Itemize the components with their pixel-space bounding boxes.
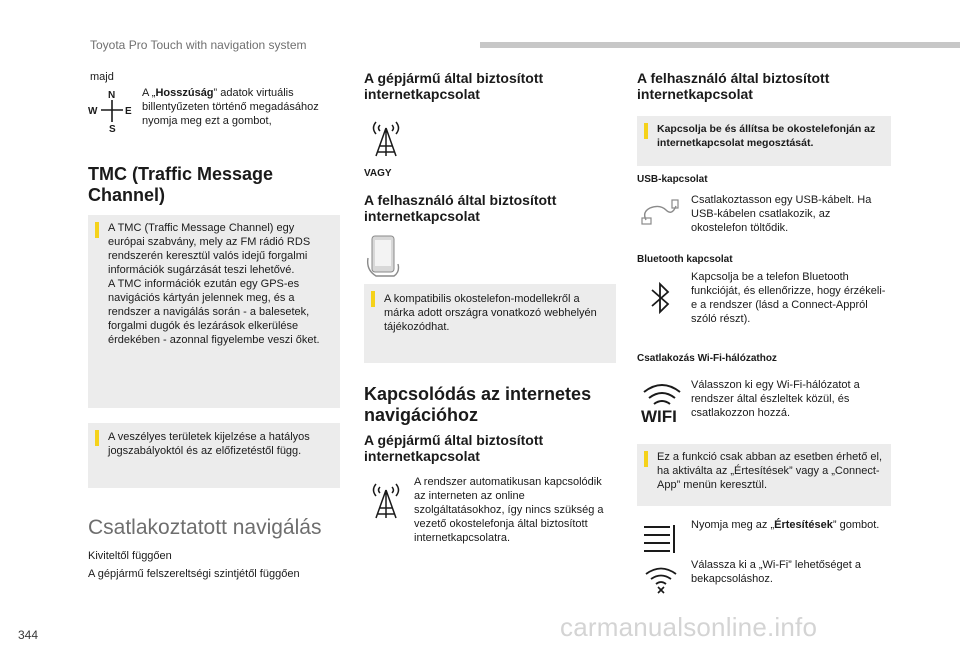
user-internet-heading: A felhasználó által biztosított internetkapcsolat	[364, 192, 557, 224]
share-note-text: Kapcsolja be és állítsa be okostelefonján az internetkapcsolat megosztását.	[657, 123, 876, 149]
page-number: 344	[18, 628, 39, 642]
bluetooth-label: Bluetooth kapcsolat	[637, 254, 733, 265]
compass-e: E	[125, 106, 132, 117]
compat-note	[364, 284, 616, 363]
usb-cable-icon	[640, 194, 680, 228]
vehicle-internet-heading: A gépjármű által biztosított internetkapcsolat	[364, 70, 544, 102]
note-marker	[371, 291, 375, 307]
antenna-icon-2	[366, 478, 406, 522]
majd-text: majd	[90, 71, 114, 83]
running-title: Toyota Pro Touch with navigation system	[90, 38, 307, 52]
wifi-logo-icon	[640, 380, 684, 424]
wifi-label: Csatlakozás Wi-Fi-hálózathoz	[637, 353, 777, 364]
header-bar	[480, 42, 960, 48]
smartphone-hand-icon	[364, 234, 406, 280]
user-internet-heading-right: A felhasználó által biztosított internetkapcsolat	[637, 70, 830, 102]
note-marker	[644, 123, 648, 139]
usb-label: USB-kapcsolat	[637, 174, 708, 185]
tmc-note	[88, 215, 340, 408]
function-note	[637, 444, 891, 506]
notifications-text: Nyomja meg az „Értesítések” gombot.	[691, 519, 880, 531]
wifi-off-icon	[644, 566, 678, 594]
usb-text: Csatlakoztasson egy USB-kábelt. Ha USB-kábelen csatlakozik, az okostelefon töltődik.	[691, 194, 872, 234]
compass-icon	[88, 88, 136, 136]
connected-navigation-heading: Csatlakoztatott navigálás	[88, 516, 322, 539]
danger-note-text: A veszélyes területek kijelzése a hatályos jogszabályoktól és az előfizetéstől függ.	[108, 431, 310, 457]
antenna-icon	[366, 116, 406, 160]
watermark: carmanualsonline.info	[560, 612, 818, 642]
note-marker	[95, 222, 99, 238]
wifi-logo-text: WIFI	[641, 407, 677, 424]
vehicle-internet-heading-2: A gépjármű által biztosított internetkapcsolat	[364, 432, 544, 464]
function-note-text: Ez a funkció csak abban az esetben érhető el, ha aktiválta az „Értesítések” vagy a „Connect-App” menün keresztül.	[657, 451, 883, 491]
bluetooth-icon	[646, 280, 674, 316]
auto-connect-text: A rendszer automatikusan kapcsolódik az interneten az online szolgáltatásokhoz, így nincs szükség a vezető okostelefonja által biztosított internetkapcsolatra.	[414, 476, 604, 544]
wifi-text: Válasszon ki egy Wi-Fi-hálózatot a rendszer által észleltek közül, és csatlakozzon hozzá.	[691, 379, 860, 419]
note-marker	[644, 451, 648, 467]
variant-line-1: Kiviteltől függően	[88, 550, 172, 562]
variant-line-2: A gépjármű felszereltségi szintjétől függően	[88, 568, 300, 580]
or-label: VAGY	[364, 168, 392, 179]
tmc-heading: TMC (Traffic Message Channel)	[88, 164, 274, 205]
browsing-heading: Kapcsolódás az internetes navigációhoz	[364, 384, 592, 425]
danger-note	[88, 423, 340, 488]
bluetooth-text: Kapcsolja be a telefon Bluetooth funkcióját, és ellenőrizze, hogy érzékeli-e a rendszer (lásd a Connect-Appról szóló részt).	[691, 271, 886, 325]
compass-s: S	[109, 124, 116, 135]
compat-note-text: A kompatibilis okostelefon-modellekről a márka adott országra vonatkozó webhelyén tájékozódhat.	[384, 293, 597, 333]
select-wifi-text: Válassza ki a „Wi-Fi” lehetőséget a bekapcsoláshoz.	[691, 559, 861, 585]
tmc-note-text: A TMC (Traffic Message Channel) egy európai szabvány, mely az FM rádió RDS rendszerén keresztül valós idejű forgalmi információk sugárzását teszi lehetővé. A TMC információk ezután egy GPS-es navigációs kártyán jelennek meg, és a rendszer a navigálás során - a balesetek, forgalmi dugók és lezárások elkerülése érdekében - azonnal figyelembe veszi őket.	[108, 222, 320, 346]
compass-n: N	[108, 90, 116, 101]
compass-w: W	[88, 106, 98, 117]
notifications-icon	[642, 523, 678, 555]
note-marker	[95, 430, 99, 446]
compass-description: A „Hosszúság” adatok virtuális billentyűzeten történő megadásához nyomja meg ezt a gombot,	[142, 87, 319, 127]
share-note	[637, 116, 891, 166]
